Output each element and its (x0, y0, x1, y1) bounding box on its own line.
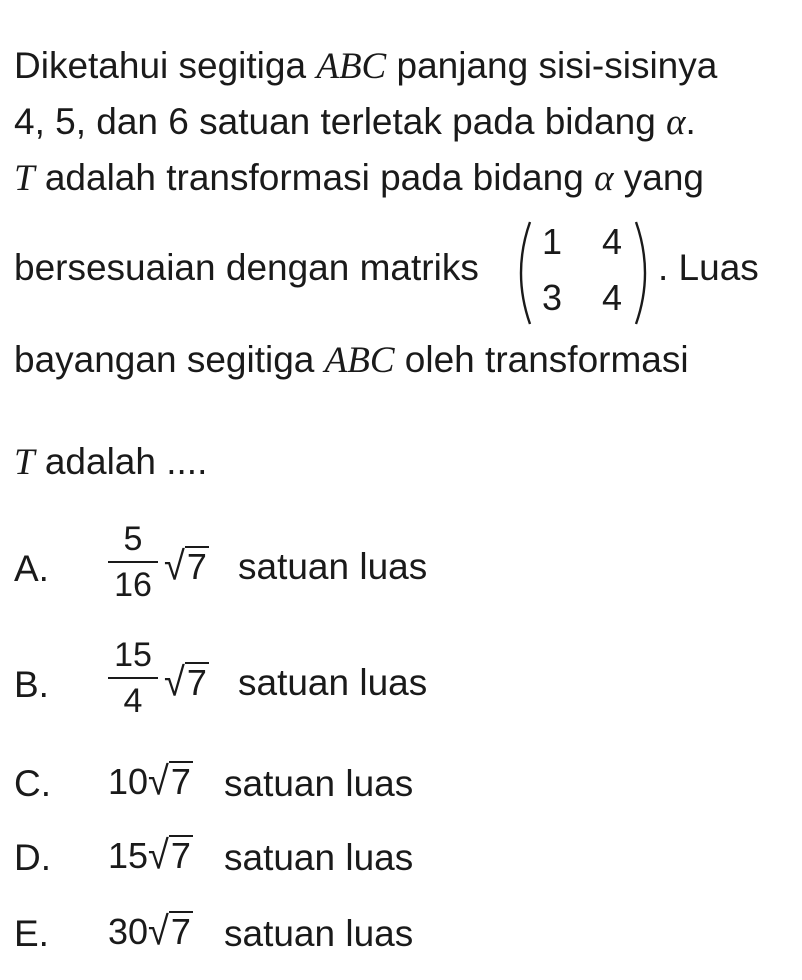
option-unit: satuan luas (238, 662, 428, 703)
text: panjang sisi-sisinya (386, 45, 718, 86)
radicand: 7 (186, 662, 207, 703)
matrix-brackets (508, 218, 658, 328)
option-unit: satuan luas (238, 546, 428, 587)
fraction-denominator: 4 (123, 682, 143, 720)
text: . Luas (658, 247, 759, 288)
sqrt-icon: √ (164, 544, 185, 590)
sqrt-icon: √ (164, 660, 185, 706)
option-sqrt (164, 545, 209, 589)
coefficient: 30 (108, 911, 149, 952)
option-fraction (108, 636, 158, 720)
transform-symbol: T (14, 158, 35, 199)
sqrt-icon: √ (148, 909, 169, 955)
matrix-r1c1: 1 (541, 221, 563, 262)
fraction-bar (108, 561, 158, 563)
text: . (685, 101, 696, 142)
fraction-bar (108, 677, 158, 679)
radicand: 7 (186, 546, 207, 587)
plane-symbol: α (594, 158, 614, 199)
question-line-5 (14, 338, 689, 383)
option-fraction (108, 520, 158, 604)
right-paren (636, 222, 645, 324)
radicand: 7 (170, 911, 191, 952)
sqrt-icon: √ (148, 833, 169, 879)
triangle-name: ABC (316, 46, 387, 87)
question-line-1 (14, 44, 717, 89)
question-line-3 (14, 156, 704, 201)
radicand: 7 (170, 761, 191, 802)
question-line-4-tail (658, 246, 759, 290)
text: 4, 5, dan 6 satuan terletak pada bidang (14, 101, 667, 142)
text: bayangan segitiga (14, 339, 325, 380)
matrix-r2c2: 4 (601, 277, 623, 318)
text: adalah transformasi pada bidang (34, 157, 595, 198)
fraction-numerator: 15 (114, 636, 152, 674)
option-sqrt (164, 661, 209, 705)
triangle-name: ABC (324, 340, 395, 381)
coefficient: 10 (108, 761, 149, 802)
option-sqrt (108, 910, 193, 954)
option-unit: satuan luas (224, 913, 414, 954)
transformation-matrix (508, 218, 658, 328)
left-paren (521, 222, 530, 324)
option-sqrt (108, 834, 193, 878)
matrix-r1c2: 4 (601, 221, 623, 262)
option-letter: B. (14, 664, 49, 705)
question-line-6 (14, 440, 207, 485)
radicand: 7 (170, 835, 191, 876)
plane-symbol: α (666, 102, 686, 143)
coefficient: 15 (108, 835, 149, 876)
option-letter: D. (14, 837, 51, 878)
question-line-2 (14, 100, 696, 145)
text: oleh transformasi (394, 339, 689, 380)
sqrt-icon: √ (148, 759, 169, 805)
option-unit: satuan luas (224, 763, 414, 804)
text: Diketahui segitiga (14, 45, 317, 86)
matrix-r2c1: 3 (541, 277, 563, 318)
transform-symbol: T (14, 442, 35, 483)
fraction-numerator: 5 (123, 520, 143, 558)
fraction-denominator: 16 (114, 566, 152, 604)
option-letter: C. (14, 763, 51, 804)
text: adalah .... (34, 441, 208, 482)
option-sqrt (108, 760, 193, 804)
option-letter: A. (14, 548, 49, 589)
option-unit: satuan luas (224, 837, 414, 878)
question-line-4 (14, 246, 479, 290)
option-letter: E. (14, 913, 49, 954)
text: yang (613, 157, 704, 198)
text: bersesuaian dengan matriks (14, 247, 479, 288)
